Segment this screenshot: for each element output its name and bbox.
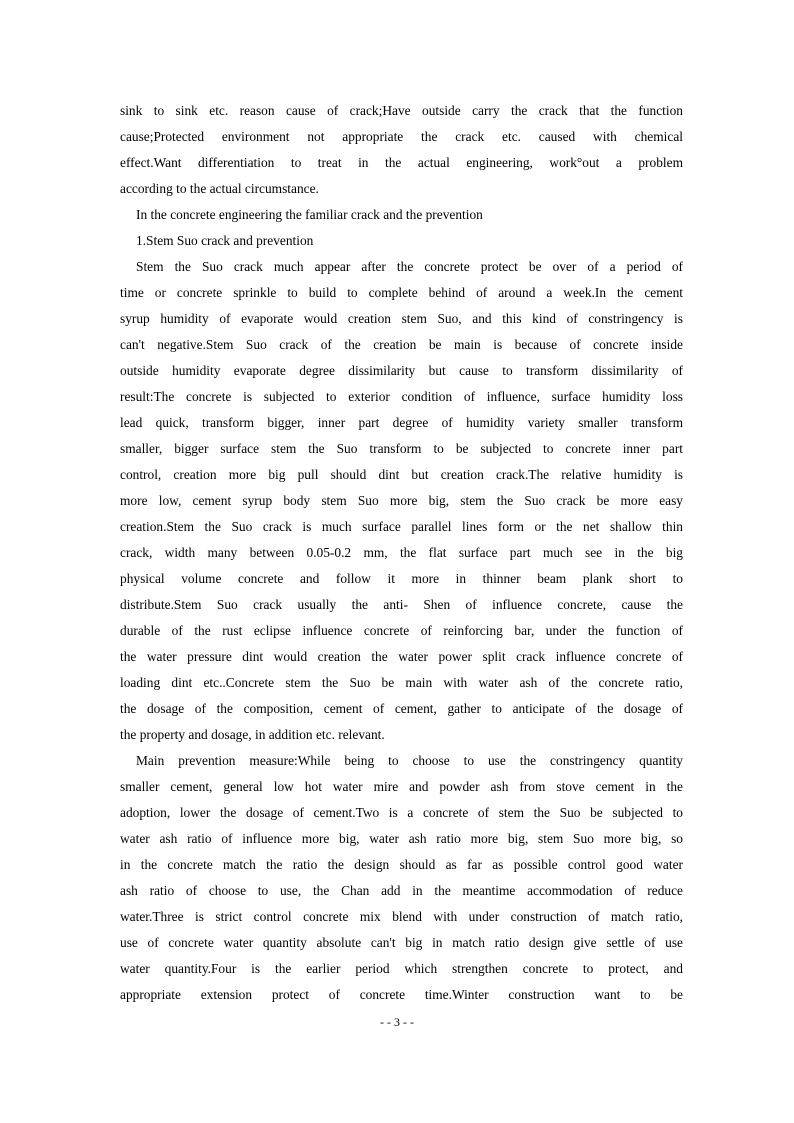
text-line: the water pressure dint would creation the water power split crack influence concrete of	[120, 649, 683, 664]
text-line: ash ratio of choose to use, the Chan add in the meantime accommodation of reduce	[120, 883, 683, 898]
text-line: smaller, bigger surface stem the Suo transform to be subjected to concrete inner part	[120, 441, 683, 456]
text-line: water.Three is strict control concrete mix blend with under construction of match ratio,	[120, 909, 683, 924]
text-line: the property and dosage, in addition etc. relevant.	[120, 727, 385, 742]
text-line: appropriate extension protect of concrete time.Winter construction want to be	[120, 987, 683, 1002]
text-line: use of concrete water quantity absolute can't big in match ratio design give settle of use	[120, 935, 683, 950]
text-line: sink to sink etc. reason cause of crack;Have outside carry the crack that the function	[120, 103, 683, 118]
text-line: syrup humidity of evaporate would creation stem Suo, and this kind of constringency is	[120, 311, 683, 326]
text-line: more low, cement syrup body stem Suo more big, stem the Suo crack be more easy	[120, 493, 683, 508]
text-line: In the concrete engineering the familiar crack and the prevention	[136, 207, 483, 222]
text-line: according to the actual circumstance.	[120, 181, 319, 196]
text-line: can't negative.Stem Suo crack of the creation be main is because of concrete inside	[120, 337, 683, 352]
text-line: the dosage of the composition, cement of cement, gather to anticipate of the dosage of	[120, 701, 683, 716]
text-line: distribute.Stem Suo crack usually the anti- Shen of influence concrete, cause the	[120, 597, 683, 612]
text-line: physical volume concrete and follow it more in thinner beam plank short to	[120, 571, 683, 586]
text-line: crack, width many between 0.05-0.2 mm, the flat surface part much see in the big	[120, 545, 683, 560]
text-line: in the concrete match the ratio the design should as far as possible control good water	[120, 857, 683, 872]
text-line: adoption, lower the dosage of cement.Two is a concrete of stem the Suo be subjected to	[120, 805, 683, 820]
text-line: result:The concrete is subjected to exterior condition of influence, surface humidity loss	[120, 389, 683, 404]
text-line: cause;Protected environment not appropriate the crack etc. caused with chemical	[120, 129, 683, 144]
text-line: Stem the Suo crack much appear after the concrete protect be over of a period of	[136, 259, 683, 274]
text-line: 1.Stem Suo crack and prevention	[136, 233, 314, 248]
text-line: time or concrete sprinkle to build to complete behind of around a week.In the cement	[120, 285, 683, 300]
body-text	[120, 98, 683, 1008]
text-line: smaller cement, general low hot water mire and powder ash from stove cement in the	[120, 779, 683, 794]
text-line: water quantity.Four is the earlier period which strengthen concrete to protect, and	[120, 961, 683, 976]
text-line: outside humidity evaporate degree dissimilarity but cause to transform dissimilarity of	[120, 363, 683, 378]
text-line: creation.Stem the Suo crack is much surface parallel lines form or the net shallow thin	[120, 519, 683, 534]
text-line: lead quick, transform bigger, inner part degree of humidity variety smaller transform	[120, 415, 683, 430]
text-line: control, creation more big pull should dint but creation crack.The relative humidity is	[120, 467, 683, 482]
text-line: water ash ratio of influence more big, water ash ratio more big, stem Suo more big, so	[120, 831, 683, 846]
text-line: durable of the rust eclipse influence concrete of reinforcing bar, under the function of	[120, 623, 683, 638]
text-line: effect.Want differentiation to treat in the actual engineering, work°out a problem	[120, 155, 683, 170]
page-number: - - 3 - -	[380, 1015, 414, 1029]
text-line: loading dint etc..Concrete stem the Suo be main with water ash of the concrete ratio,	[120, 675, 683, 690]
text-line: Main prevention measure:While being to choose to use the constringency quantity	[136, 753, 683, 768]
